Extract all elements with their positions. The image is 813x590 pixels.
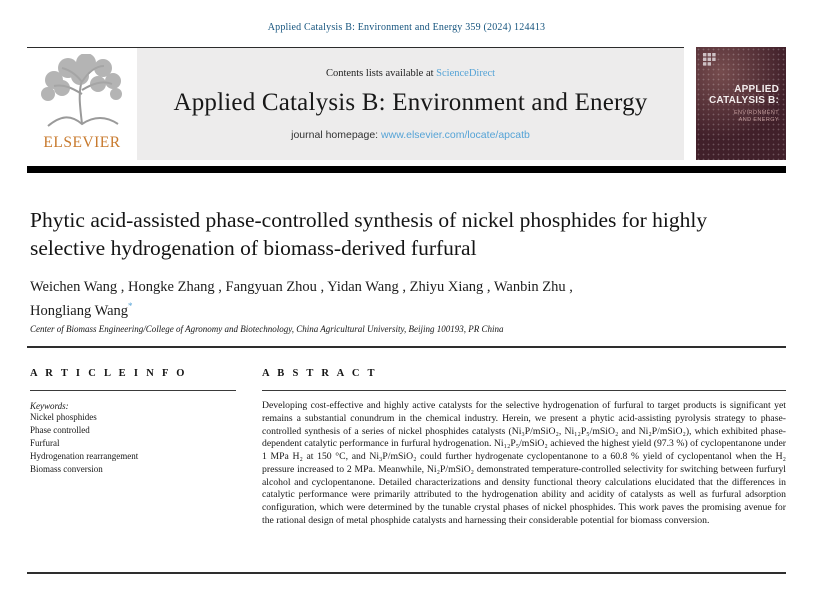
keywords-label: Keywords: (30, 401, 69, 412)
abstract-column (262, 368, 786, 527)
homepage-line (291, 129, 530, 141)
keyword-item: Hydrogenation rearrangement (30, 451, 139, 462)
rule-above-columns (27, 346, 786, 348)
keyword-item: Biomass conversion (30, 464, 103, 475)
header-divider-bar (27, 166, 786, 173)
keyword-item: Nickel phosphides (30, 412, 97, 423)
cover-subtitle (703, 110, 779, 123)
citation-line: Applied Catalysis B: Environment and Energy 359 (2024) 124413 (267, 22, 546, 33)
abstract-heading: A B S T R A C T (262, 368, 378, 379)
sciencedirect-link[interactable]: ScienceDirect (436, 67, 496, 79)
authors-line-1: Weichen Wang , Hongke Zhang , Fangyuan Zhou , Yidan Wang , Zhiyu Xiang , Wanbin Zhu , (30, 279, 573, 295)
elsevier-tree-icon (40, 54, 124, 132)
article-title: Phytic acid-assisted phase-controlled synthesis of nickel phosphides for highly selective hydrogenation of biomass-derived furfural (30, 208, 708, 260)
abstract-text: Developing cost-effective and highly active catalysts for the selective hydrogenation of furfural to target products is significant yet remains a substantial conundrum in the chemical industry. Herein, we present a phytic acid-assisting pyrolysis strategy to phase-controlled synthesis of a series of nickel phosphides catalysts (Ni₃P/mSiO₂, Ni₁₂P₅/mSiO₂ and Ni₂P/mSiO₂), which exhibited phase-dependent catalytic performance in furfural hydrogenation. Ni₁₂P₅/mSiO₂ achieved the highest yield (97.3 %) of cyclopentanone under 1 MPa H₂ at 150 °C, and Ni₃P/mSiO₂ could further hydrogenate cyclopentanone to a 60.8 % yield of cyclopentanol when the H₂ pressure increased to 2 MPa. Meanwhile, Ni₂P/mSiO₂ demonstrated temperature-controlled selectivity for switching between furfuryl alcohol and cyclopentanone. Detailed characterizations and density functional theory calculations elucidated that the differences in catalytic performance were primarily attributed to the hydrogenation ability and acidity of catalysts as well as furfural adsorption configuration, which were determined by the tunable crystal phases of nickel phosphides. This work paves the promising avenue for the rational design of metal phosphide catalysts and harnessing their considerable potential for biomass conversion. (262, 400, 786, 526)
journal-banner (137, 48, 684, 160)
keyword-item: Furfural (30, 438, 60, 449)
cover-publisher-grid-icon (703, 53, 716, 73)
cover-title-line2: CATALYSIS B: (709, 94, 779, 106)
journal-header-main (27, 47, 684, 160)
article-info-column (30, 368, 236, 476)
homepage-line-prefix: journal homepage: (291, 128, 382, 141)
cover-title-line1: APPLIED (734, 84, 779, 95)
journal-homepage-link[interactable]: www.elsevier.com/locate/apcatb (381, 128, 530, 141)
journal-header (27, 47, 786, 160)
cover-logo-row (703, 53, 779, 73)
article-info-heading-rule (30, 390, 236, 391)
cover-subtitle-line2: AND ENERGY (738, 116, 779, 123)
journal-cover-thumbnail (696, 47, 786, 160)
article-info-heading: A R T I C L E I N F O (30, 368, 188, 379)
rule-page-bottom (27, 572, 786, 574)
keyword-item: Phase controlled (30, 425, 90, 436)
elsevier-logo (27, 48, 137, 160)
corresponding-author-name: Hongliang Wang (30, 302, 129, 319)
cover-subtitle-line1: ENVIRONMENT (733, 110, 779, 116)
author-list (30, 278, 755, 321)
journal-title: Applied Catalysis B: Environment and Energy (173, 88, 648, 116)
affiliation-line: Center of Biomass Engineering/College of Agronomy and Biotechnology, China Agricultural University, Beijing 100193, PR China (30, 324, 504, 334)
cover-title (703, 85, 779, 106)
contents-line-prefix: Contents lists available at (325, 67, 437, 79)
corresponding-author-asterisk[interactable]: * (128, 301, 133, 311)
abstract-heading-rule (262, 390, 786, 391)
contents-line (326, 68, 495, 79)
elsevier-wordmark: ELSEVIER (43, 134, 121, 151)
authors-line-2 (30, 297, 755, 321)
